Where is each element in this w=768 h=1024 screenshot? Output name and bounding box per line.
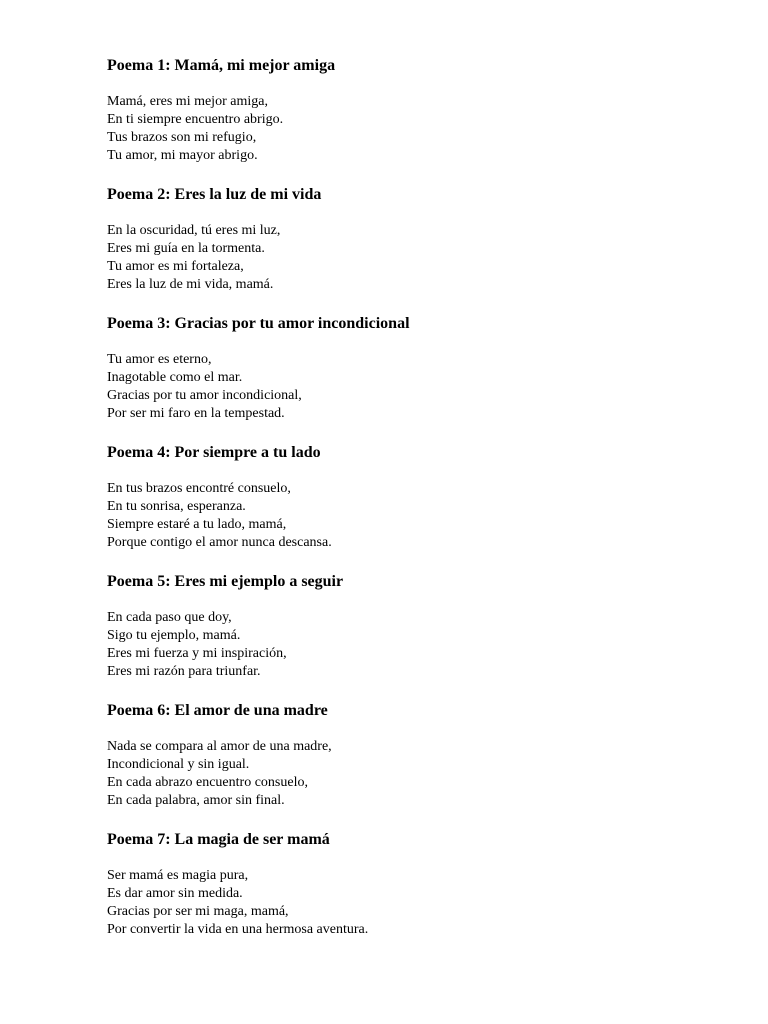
poem-title: Poema 4: Por siempre a tu lado [107,444,321,461]
poem-title: Poema 6: El amor de una madre [107,702,328,719]
poem-stanza [107,351,727,423]
poem-7 [107,830,727,939]
poem-line: Por ser mi faro en la tempestad. [107,406,285,421]
poem-line: Eres mi fuerza y mi inspiración, [107,646,287,661]
poem-line: Tu amor, mi mayor abrigo. [107,148,258,163]
poem-line: Es dar amor sin medida. [107,886,243,901]
document-page [107,56,727,959]
poem-line: En ti siempre encuentro abrigo. [107,112,284,127]
poem-line: Tu amor es mi fortaleza, [107,259,244,274]
poem-line: Gracias por ser mi maga, mamá, [107,904,289,919]
poem-title: Poema 3: Gracias por tu amor incondicional [107,315,410,332]
poem-stanza [107,93,727,165]
poem-stanza [107,480,727,552]
poem-3 [107,314,727,423]
poem-line: Nada se compara al amor de una madre, [107,739,332,754]
poem-line: En cada palabra, amor sin final. [107,793,285,808]
poem-line: Ser mamá es magia pura, [107,868,249,883]
poem-title: Poema 1: Mamá, mi mejor amiga [107,57,336,74]
poem-stanza [107,738,727,810]
poem-line: En tu sonrisa, esperanza. [107,499,246,514]
poem-line: En cada paso que doy, [107,610,232,625]
poem-line: Gracias por tu amor incondicional, [107,388,302,403]
poem-title: Poema 5: Eres mi ejemplo a seguir [107,573,344,590]
poem-line: En tus brazos encontré consuelo, [107,481,291,496]
poem-6 [107,701,727,810]
poem-line: Porque contigo el amor nunca descansa. [107,535,332,550]
poem-title: Poema 7: La magia de ser mamá [107,831,330,848]
poem-stanza [107,867,727,939]
poem-line: En la oscuridad, tú eres mi luz, [107,223,281,238]
poem-line: Eres mi razón para triunfar. [107,664,261,679]
poem-stanza [107,609,727,681]
poem-line: Eres mi guía en la tormenta. [107,241,265,256]
poem-5 [107,572,727,681]
poem-line: Sigo tu ejemplo, mamá. [107,628,241,643]
poem-line: Tu amor es eterno, [107,352,212,367]
poem-line: Incondicional y sin igual. [107,757,250,772]
poem-line: Inagotable como el mar. [107,370,243,385]
poem-line: Siempre estaré a tu lado, mamá, [107,517,287,532]
poem-2 [107,185,727,294]
poem-line: Eres la luz de mi vida, mamá. [107,277,274,292]
poem-line: Tus brazos son mi refugio, [107,130,257,145]
poem-title: Poema 2: Eres la luz de mi vida [107,186,322,203]
poem-stanza [107,222,727,294]
poem-line: En cada abrazo encuentro consuelo, [107,775,308,790]
poem-4 [107,443,727,552]
poem-1 [107,56,727,165]
poem-line: Por convertir la vida en una hermosa aventura. [107,922,369,937]
poem-line: Mamá, eres mi mejor amiga, [107,94,268,109]
